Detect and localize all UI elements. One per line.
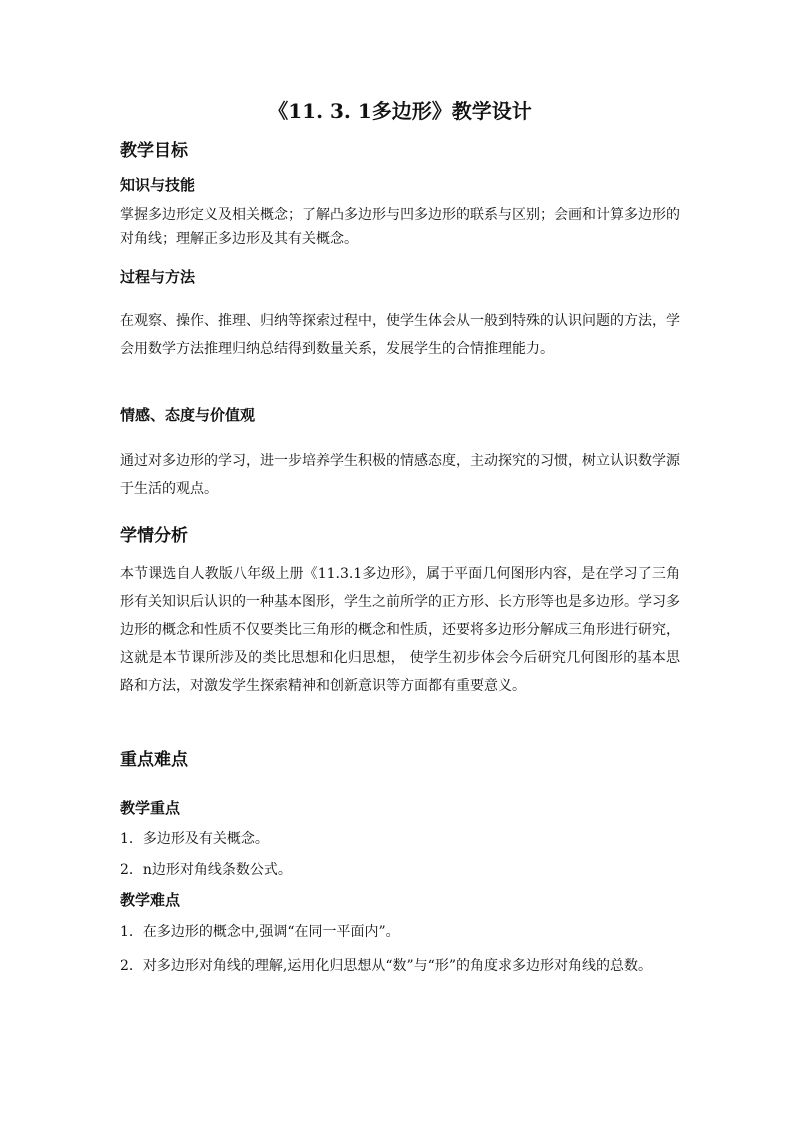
paragraph-analysis: 本节课选自人教版八年级上册《11.3.1多边形》，属于平面几何图形内容，是在学习了三角形有关知识后认识的一种基本图形，学生之前所学的正方形、长方形等也是多边形。学习多边形的概念和性质不仅要类比三角形的概念和性质，还要将多边形分解成三角形进行研究，这就是本节课所涉及的类比思想和化归思想， 使学生初步体会今后研究几何图形的基本思路和方法，对激发学生探索精神和创新意识等方面都有重要意义。	[120, 566, 680, 694]
subheading-emotion: 情感、态度与价值观	[120, 406, 256, 424]
document-title: 《11. 3. 1多边形》教学设计	[268, 99, 532, 123]
subheading-process: 过程与方法	[120, 268, 196, 286]
section-heading-analysis: 学情分析	[120, 526, 188, 546]
list-item-focus-1: 1．多边形及有关概念。	[120, 831, 269, 847]
paragraph-emotion: 通过对多边形的学习，进一步培养学生积极的情感态度，主动探究的习惯，树立认识数学源于生活的观点。	[120, 453, 680, 497]
section-heading-keypoints: 重点难点	[120, 750, 188, 770]
subheading-knowledge: 知识与技能	[120, 176, 196, 194]
paragraph-knowledge: 掌握多边形定义及相关概念；了解凸多边形与凹多边形的联系与区别；会画和计算多边形的对角线；理解正多边形及其有关概念。	[120, 207, 680, 247]
section-heading-goals: 教学目标	[120, 141, 188, 161]
list-item-focus-2: 2．n边形对角线条数公式。	[120, 862, 292, 878]
list-item-difficulty-1: 1．在多边形的概念中,强调“在同一平面内”。	[120, 924, 400, 940]
subheading-difficulty: 教学难点	[120, 891, 181, 909]
paragraph-process: 在观察、操作、推理、归纳等探索过程中，使学生体会从一般到特殊的认识问题的方法，学会用数学方法推理归纳总结得到数量关系，发展学生的合情推理能力。	[120, 313, 680, 357]
subheading-focus: 教学重点	[120, 799, 181, 817]
list-item-difficulty-2: 2．对多边形对角线的理解,运用化归思想从“数”与“形”的角度求多边形对角线的总数。	[120, 958, 652, 974]
